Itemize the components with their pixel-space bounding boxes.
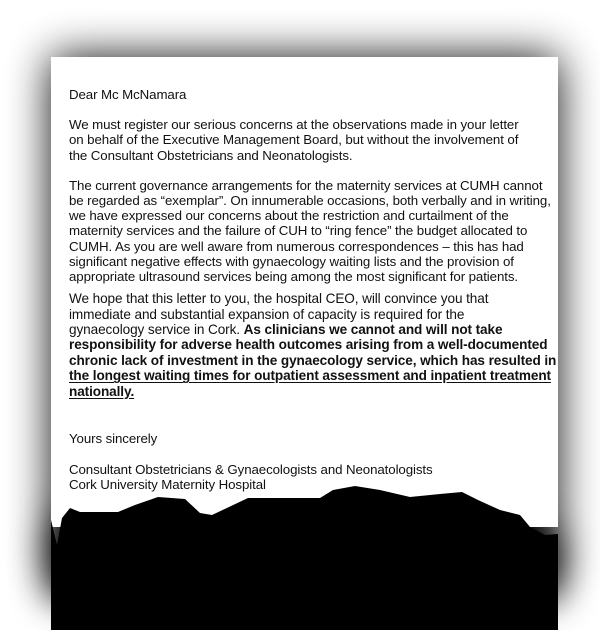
paragraph-line: We must register our serious concerns at the observations made in your letter [69, 117, 519, 133]
paragraph-line: maternity services and the failure of CUH to “ring fence” the budget allocated to [69, 223, 528, 239]
paragraph-governance [69, 178, 559, 284]
underlined-text: nationally. [69, 383, 135, 399]
paragraph-line-mixed [69, 322, 559, 337]
paragraph-concerns [69, 117, 559, 163]
letter-body [69, 87, 559, 493]
paragraph-line: The current governance arrangements for the maternity services at CUMH cannot [69, 177, 543, 193]
signature-line: Consultant Obstetricians & Gynaecologists and Neonatologists [69, 462, 433, 478]
signature-block [69, 462, 559, 492]
paragraph-line: on behalf of the Executive Management Board, but without the involvement of [69, 132, 519, 148]
paragraph-line: immediate and substantial expansion of capacity is required for the [69, 306, 465, 322]
bold-text: As clinicians we cannot and will not take [243, 322, 503, 338]
paragraph-line: We hope that this letter to you, the hospital CEO, will convince you that [69, 291, 489, 307]
bold-line: responsibility for adverse health outcomes arising from a well-documented [69, 337, 548, 353]
paragraph-line: we have expressed our concerns about the restriction and curtailment of the [69, 208, 509, 224]
paragraph-line: be regarded as “exemplar”. On innumerable occasions, both verbally and in writing, [69, 193, 551, 209]
bold-line: chronic lack of investment in the gynaecology service, which has resulted in [69, 352, 557, 368]
underlined-text: the longest waiting times for outpatient assessment and inpatient treatment [69, 368, 551, 384]
bold-underline-line [69, 384, 559, 399]
bold-underline-line [69, 368, 559, 383]
closing: Yours sincerely [69, 431, 158, 447]
salutation: Dear Mc McNamara [69, 87, 187, 102]
paragraph-line: appropriate ultrasound services being among the most significant for patients. [69, 269, 518, 285]
paragraph-line: CUMH. As you are well aware from numerous correspondences – this has had [69, 238, 524, 254]
paragraph-appeal [69, 291, 559, 399]
signature-line: Cork University Maternity Hospital [69, 477, 266, 493]
paragraph-line: the Consultant Obstetricians and Neonatologists. [69, 147, 353, 163]
paragraph-line: significant negative effects with gynaecology waiting lists and the provision of [69, 253, 514, 269]
normal-text: gynaecology service in Cork. [69, 322, 244, 338]
